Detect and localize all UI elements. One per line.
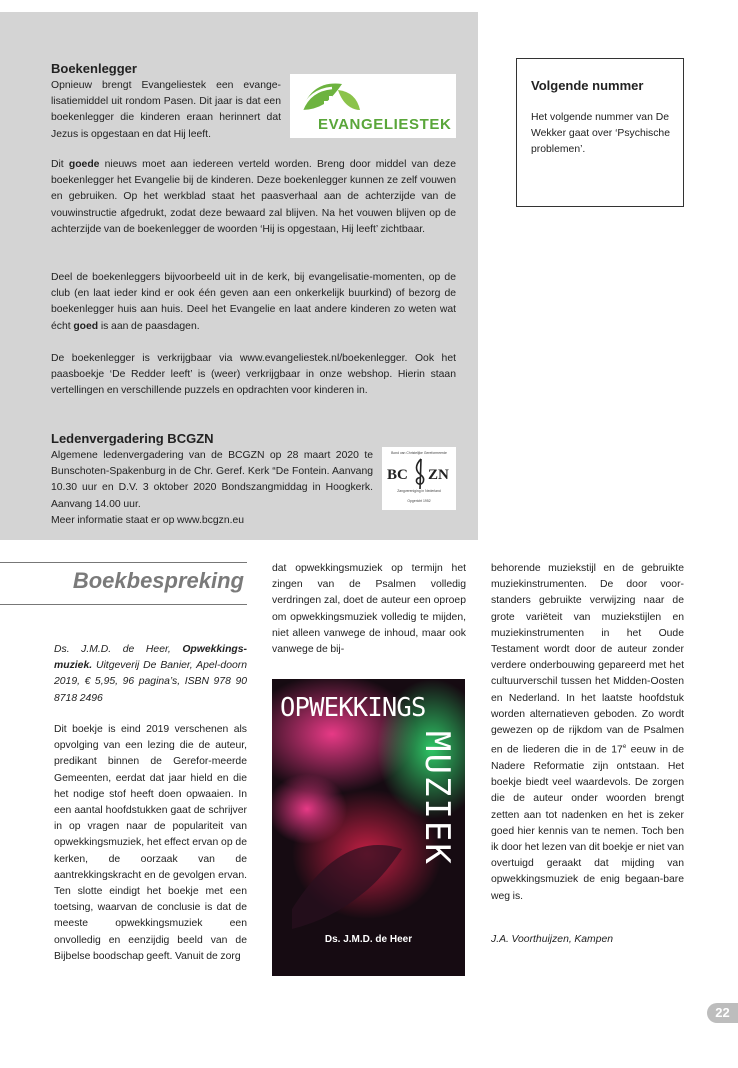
boekenlegger-title: Boekenlegger	[51, 61, 137, 76]
review-column-2: dat opwekkingsmuziek op termijn het zingen van de Psalmen volledig verdringen zal, doet de auteur een oproep om opwekkingsmuziek volledig te mijden, niet alleen vanwege de inhoud, maar ook vanwege de bij-	[272, 563, 466, 656]
boekenlegger-paragraph-3: Deel de boekenleggers bijvoorbeeld uit in de kerk, bij evangelisatie-momenten, op de club (en laat ieder kind er ook één geven aan een onkerkelijk buurkind) of bezorg de boekenlegger huis aan huis. Deel het Evangelie en laat andere kinderen zo weten wat écht goed is aan de paasdagen.	[51, 272, 456, 332]
book-cover-title-vertical: MUZIEK	[417, 731, 457, 866]
book-cover-title-horizontal: OPWEKKINGS	[280, 693, 426, 723]
bcgzn-logo-sub: Zangvereniging in Nederland	[397, 489, 441, 493]
book-cover-author: Ds. J.M.D. de Heer	[324, 934, 413, 945]
page-number: 22	[707, 1003, 738, 1023]
book-cover	[272, 679, 465, 976]
review-heading: Boekbespreking	[72, 568, 244, 593]
bcgzn-logo	[382, 447, 456, 510]
bcgzn-logo-bottom: Opgericht 1952	[407, 499, 431, 503]
volgende-nummer-text: Het volgende nummer van De Wekker gaat over ‘Psychische problemen’.	[531, 112, 670, 155]
review-bottom-rule	[0, 604, 247, 605]
bcgzn-logo-left: BC	[387, 467, 408, 483]
ledenvergadering-title: Ledenvergadering BCGZN	[51, 431, 214, 446]
boekenlegger-paragraph-4: De boekenlegger is verkrijgbaar via www.evangeliestek.nl/boekenlegger. Ook het paasboekje ‘De Redder leeft’ is (weer) verkrijgbaar in onze webshop. Hierin staan vertellingen en verschillende puzzels en opdrachten voor kinderen in.	[51, 353, 456, 397]
ledenvergadering-text: Algemene ledenvergadering van de BCGZN op 28 maart 2020 te Bunschoten-Spakenburg in de Chr. Geref. Kerk “De Fontein. Aanvang 10.30 uur en D.V. 3 oktober 2020 Bondszangmiddag in Hoogkerk. Aanvang 14.00 uur.	[51, 450, 373, 510]
boekenlegger-paragraph-2: Dit goede nieuws moet aan iedereen verteld worden. Breng door middel van deze boekenlegger het Evangelie bij de kinderen. Deze boekenlegger kunnen ze zelf vouwen en gebruiken. Op het werkblad staat het paasverhaal aan de achterzijde van de vouwinstructie afgedrukt, zodat deze bewaard zal blijven. Na het vouwen blijven op de achterzijde van de boekenlegger de woorden ‘Hij is opgestaan, Hij leeft’ zichtbaar.	[51, 159, 456, 235]
boekenlegger-intro: Opnieuw brengt Evangeliestek een evange-lisatiemiddel uit rondom Pasen. Dit jaar is dat een boekenlegger die kinderen eraan herinnert dat Jezus is opgestaan en dat Hij leeft.	[51, 80, 281, 140]
bcgzn-logo-top: Bond van Christelijke Gereformeerde	[391, 451, 447, 455]
review-top-rule	[0, 562, 247, 563]
review-author: J.A. Voorthuijzen, Kampen	[491, 934, 614, 945]
review-column-1: Dit boekje is eind 2019 verschenen als opvolging van een lezing die de auteur, predikant binnen de Gerefor-meerde Gemeenten, eerdat dat jaar hield en die het nodige stof heeft doen opwaaien. In een aantal hoofdstukken gaat de schrijver in op vragen naar de populariteit van opwekkingsmuziek, het effect ervan op de kerken, de oorzaak van de aantrekkingskracht en de gevolgen ervan. Ten slotte eindigt het boekje met een toetsing, waarvan de conclusie is dat de meeste opwekkingsmuziek een onvolledig en eenzijdig beeld van de Bijbelse boodschap geeft. Vanuit de zorg	[54, 724, 247, 962]
volgende-nummer-box	[516, 58, 684, 207]
review-citation: Ds. J.M.D. de Heer, Opwekkings-muziek. Uitgeverij De Banier, Apel-doorn 2019, € 5,95, 96 pagina’s, ISBN 978 90 8718 2496	[54, 644, 247, 704]
evangeliestek-logo	[290, 74, 456, 138]
volgende-nummer-title: Volgende nummer	[531, 78, 644, 93]
review-column-3: behorende muziekstijl en de gebruikte muziekinstrumenten. De door voor-standers gebruikte verwijzing naar de grote variëteit van muziekstijlen en muziekinstrumenten in het Oude Testament wordt door de auteur zonder verdere onderbouwing gepareerd met het cultuurverschil tussen het Midden-Oosten en Nederland. In het laatste hoofdstuk worden alternatieven geboden. Zo wordt gewezen op de rijkdom van de Psalmen en de liederen die in de 17e eeuw in de Nadere Reformatie zijn ontstaan. Het boekje biedt veel waardevols. De zorgen die de auteur onder woorden brengt zetten aan tot nadenken en het is zeker goed hier kennis van te nemen. Toch ben ik door het lezen van dit boekje er niet van overtuigd geraakt dat mijding van opwekkingsmuziek de enig begaan-bare weg is.	[491, 563, 684, 902]
ledenvergadering-info: Meer informatie staat er op www.bcgzn.eu	[51, 515, 245, 526]
evangeliestek-logo-text: EVANGELIESTEK	[318, 116, 452, 133]
bcgzn-logo-right: ZN	[428, 467, 449, 483]
treble-clef-icon	[413, 457, 427, 491]
